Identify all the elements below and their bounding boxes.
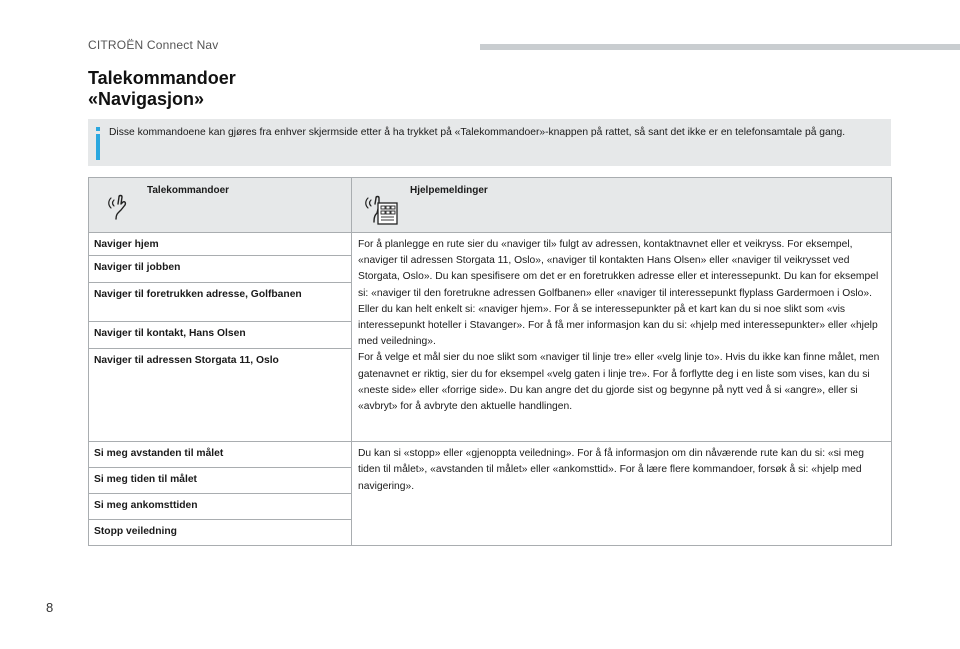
voice-command-icon <box>103 192 133 222</box>
info-box <box>88 119 891 166</box>
help-text-navigation-2: For å velge et mål sier du noe slikt som «naviger til linje tre» eller «velg linje to». Hvis du ikke kan finne målet, men gatenavnet er riktig, sier du for eksempel «velg gaten i linje tre». For å forflytte deg i en liste som vises, kan du si «neste side» eller «forrige side». Du kan angre det du gjorde sist og begynne på nytt ved å si «angre», eller si «avbryt» for å avbryte den aktuelle handlingen. <box>358 352 880 413</box>
header-cell-help <box>352 178 892 233</box>
table-row <box>89 233 892 256</box>
command-cell: Si meg tiden til målet <box>89 468 352 494</box>
column-header-help: Hjelpemeldinger <box>410 185 488 196</box>
command-cell: Naviger til adressen Storgata 11, Oslo <box>89 349 352 442</box>
help-cell-guidance <box>352 442 892 546</box>
table-header-row <box>89 178 892 233</box>
command-cell: Naviger til foretrukken adresse, Golfbanen <box>89 283 352 322</box>
voice-help-screen-icon <box>360 192 400 226</box>
commands-table <box>88 177 892 546</box>
header-cell-commands <box>89 178 352 233</box>
command-cell: Naviger hjem <box>89 233 352 256</box>
command-cell: Si meg ankomsttiden <box>89 494 352 520</box>
command-cell: Stopp veiledning <box>89 520 352 546</box>
command-cell: Naviger til kontakt, Hans Olsen <box>89 322 352 349</box>
command-cell: Si meg avstanden til målet <box>89 442 352 468</box>
column-header-commands: Talekommandoer <box>147 185 230 196</box>
info-text: Disse kommandoene kan gjøres fra enhver skjermside etter å ha trykket på «Talekommandoer»-knappen på rattet, så sant det ikke er en telefonsamtale på gang. <box>109 127 846 138</box>
page-number: 8 <box>46 600 54 615</box>
info-icon <box>96 127 100 160</box>
help-cell-navigation <box>352 233 892 442</box>
header-brand: CITROËN Connect Nav <box>88 38 219 52</box>
help-text-navigation: For å planlegge en rute sier du «naviger til» fulgt av adressen, kontaktnavnet eller et veikryss. For eksempel, «naviger til adressen Storgata 11, Oslo», «naviger til kontakten Hans Olsen» eller «naviger til veikrysset ved Storgata, Oslo». Du kan spesifisere om det er en foretrukken adresse eller et interessepunkt. Du kan for eksempel si: «naviger til den foretrukne adressen Golfbanen» eller «naviger til interessepunkt flyplass Gardermoen i Oslo». Eller du kan helt enkelt si: «naviger hjem». For å se interessepunkter på et kart kan du si noe slikt som «vis interessepunkt hoteller i Stavanger». For å få mer informasjon kan du si: «hjelp med interessepunkter» eller «hjelp med veiledning». <box>358 239 879 348</box>
command-cell: Naviger til jobben <box>89 256 352 283</box>
page-title-line1: Talekommandoer <box>88 68 236 88</box>
page-title <box>88 68 236 110</box>
page-title-line2: «Navigasjon» <box>88 89 205 109</box>
header-bar <box>480 44 960 50</box>
help-text-guidance: Du kan si «stopp» eller «gjenoppta veiledning». For å få informasjon om din nåværende rute kan du si: «si meg tiden til målet», «avstanden til målet» eller «ankomsttid». For å lære flere kommandoer, forsøk å si: «hjelp med navigering». <box>358 448 864 492</box>
table-row <box>89 442 892 468</box>
